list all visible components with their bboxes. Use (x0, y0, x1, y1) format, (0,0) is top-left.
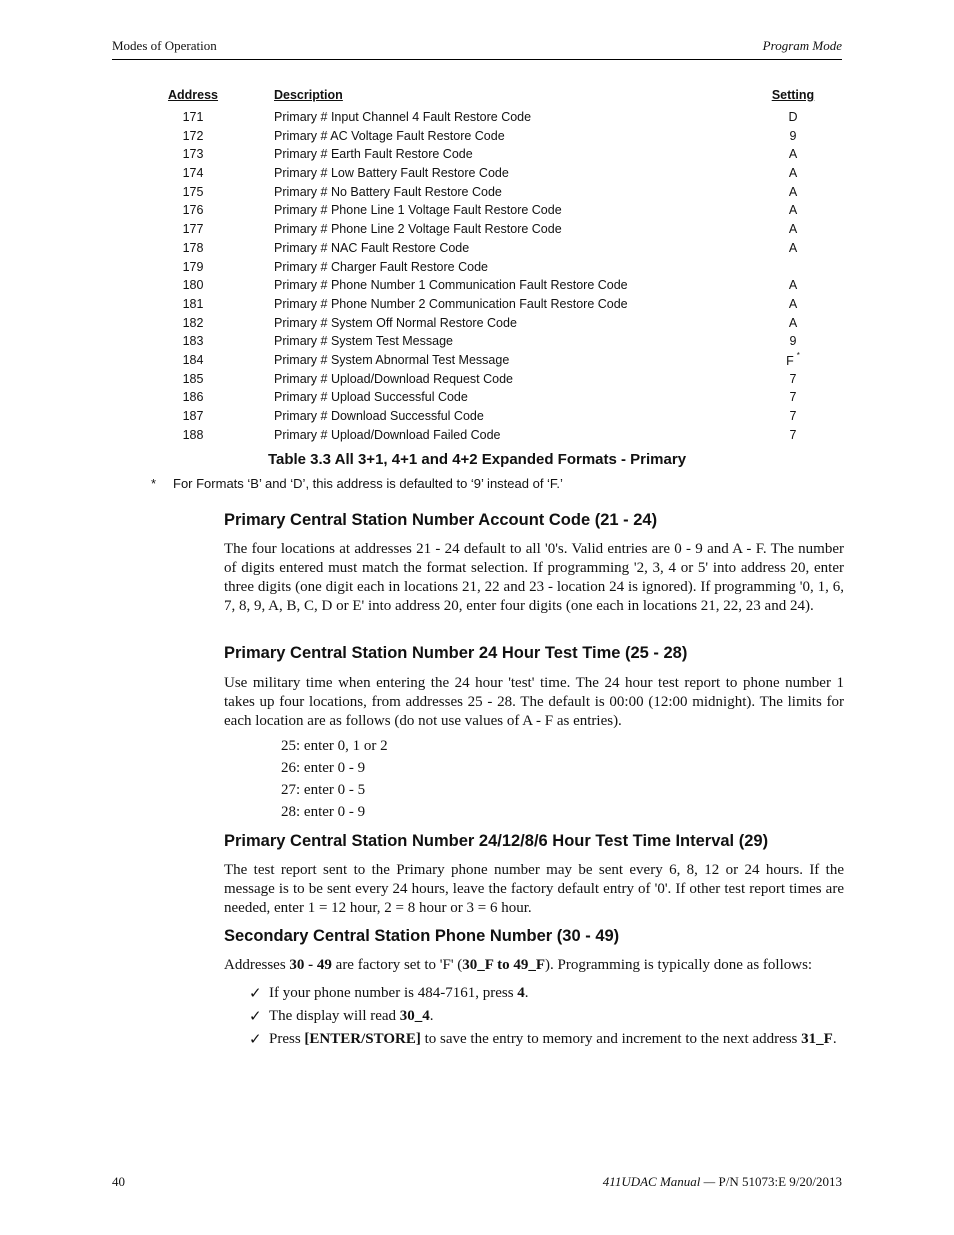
test-time-limits-list (281, 738, 388, 826)
table-body (160, 110, 820, 446)
table-row (160, 203, 820, 222)
cell-setting: A (788, 222, 798, 237)
cell-address: 175 (182, 184, 204, 199)
table-row (160, 316, 820, 335)
cell-setting: 9 (789, 128, 797, 143)
cell-description: Primary # Phone Number 1 Communication Fault Restore Code (274, 278, 628, 293)
section-body-test-interval: The test report sent to the Primary phone number may be sent every 6, 8, 12 or 24 hours. If the message is to be sent every 24 hours, leave the factory default entry of '0'. If other test report times are needed, enter 1 = 12 hour, 2 = 8 hour or 3 = 6 hour. (224, 862, 844, 916)
cell-setting: 9 (789, 334, 797, 349)
cell-description: Primary # AC Voltage Fault Restore Code (274, 128, 505, 143)
cell-address: 172 (182, 128, 204, 143)
table-row (160, 350, 820, 372)
column-header-address: Address (167, 88, 219, 102)
footnote-text: For Formats ‘B’ and ‘D’, this address is defaulted to ‘9’ instead of ‘F.’ (173, 476, 563, 491)
column-header-setting: Setting (771, 88, 815, 102)
cell-description: Primary # Low Battery Fault Restore Code (274, 166, 509, 181)
cell-address: 173 (182, 147, 204, 162)
cell-description: Primary # No Battery Fault Restore Code (274, 184, 502, 199)
programming-step: ✓ If your phone number is 484-7161, press 4. (249, 984, 529, 1002)
header-section-title: Modes of Operation (112, 38, 217, 53)
footnote-mark: * (151, 476, 157, 491)
cell-description: Primary # System Test Message (274, 334, 453, 349)
programming-step: ✓ The display will read 30_4. (249, 1007, 434, 1025)
checkmark-icon: ✓ (249, 984, 262, 1002)
checkmark-icon: ✓ (249, 1030, 262, 1048)
cell-address: 177 (182, 222, 204, 237)
cell-address: 180 (182, 278, 204, 293)
table-row (160, 110, 820, 129)
cell-setting: A (788, 147, 798, 162)
programming-step: ✓ Press [ENTER/STORE] to save the entry to memory and increment to the next address 31_F. (249, 1030, 837, 1048)
limit-item: 25: enter 0, 1 or 2 (281, 738, 388, 754)
cell-setting: D (788, 110, 798, 124)
cell-address: 182 (182, 315, 204, 330)
cell-address: 171 (182, 110, 204, 124)
table-row (160, 334, 820, 353)
column-header-description: Description (274, 88, 343, 102)
table-row (160, 166, 820, 185)
table-row (160, 129, 820, 148)
cell-setting: A (788, 315, 798, 330)
cell-setting: A (788, 240, 798, 255)
cell-setting: A (788, 278, 798, 293)
cell-description: Primary # NAC Fault Restore Code (274, 240, 470, 255)
table-caption: Table 3.3 All 3+1, 4+1 and 4+2 Expanded Formats - Primary (267, 451, 687, 468)
cell-setting: A (788, 296, 798, 311)
cell-address: 185 (182, 371, 204, 386)
limit-item: 28: enter 0 - 9 (281, 804, 366, 820)
section-title-test-interval: Primary Central Station Number 24/12/8/6 Hour Test Time Interval (29) (224, 832, 769, 850)
cell-setting: A (788, 166, 798, 181)
section-body-account-code: The four locations at addresses 21 - 24 default to all '0's. Valid entries are 0 - 9 and A - F. The number of digits entered must match the format selection. If programming '2, 3, 4 or 5' into address 20, enter three digits (one digit each in locations 21, 22 and 23 - location 24 is ignored). If programming '0, 1, 6, 7, 8, 9, A, B, C, D or E' into address 20, enter four digits (one each in locations 21, 22, 23 and 24). (224, 541, 844, 614)
table-row (160, 372, 820, 391)
cell-description: Primary # Charger Fault Restore Code (274, 259, 488, 274)
cell-description: Primary # Phone Line 1 Voltage Fault Restore Code (274, 203, 562, 218)
table-row (160, 409, 820, 428)
cell-description: Primary # Phone Line 2 Voltage Fault Restore Code (274, 222, 562, 237)
limit-item: 26: enter 0 - 9 (281, 760, 366, 776)
cell-description: Primary # System Abnormal Test Message (274, 352, 510, 367)
cell-setting: 7 (789, 390, 797, 405)
cell-address: 186 (182, 390, 204, 405)
table-row (160, 147, 820, 166)
cell-address: 176 (182, 203, 204, 218)
cell-description: Primary # Download Successful Code (274, 409, 484, 423)
cell-address: 184 (182, 352, 204, 367)
cell-setting: A (788, 184, 798, 199)
cell-address: 181 (182, 296, 204, 311)
cell-setting: A (788, 203, 798, 218)
table-row (160, 390, 820, 409)
table-row (160, 428, 820, 447)
section-body-test-time: Use military time when entering the 24 hour 'test' time. The 24 hour test report to phone number 1 takes up four locations, from addresses 25 - 28. The default is 00:00 (12:00 midnight). The limits for each location are as follows (do not use values of A - F as entries). (224, 675, 844, 729)
table-row (160, 260, 820, 279)
checkmark-icon: ✓ (249, 1007, 262, 1025)
section-title-account-code: Primary Central Station Number Account Code (21 - 24) (224, 511, 658, 529)
table-row (160, 278, 820, 297)
cell-address: 183 (182, 334, 204, 349)
settings-table (160, 88, 820, 446)
cell-address: 179 (182, 259, 204, 274)
section-intro-secondary-phone: Addresses 30 - 49 are factory set to 'F' (30_F to 49_F). Programming is typically done as follows: (224, 957, 813, 973)
cell-setting: F * (786, 350, 800, 369)
cell-description: Primary # Input Channel 4 Fault Restore Code (274, 110, 532, 124)
footer-manual-info: 411UDAC Manual — P/N 51073:E 9/20/2013 (602, 1174, 842, 1189)
cell-address: 188 (182, 427, 204, 442)
cell-description: Primary # Upload/Download Failed Code (274, 427, 501, 442)
cell-setting: 7 (789, 371, 797, 386)
table-row (160, 241, 820, 260)
limit-item: 27: enter 0 - 5 (281, 782, 366, 798)
header-chapter-title: Program Mode (762, 38, 842, 53)
footnote-reference: * (796, 350, 800, 360)
cell-description: Primary # Upload Successful Code (274, 390, 468, 405)
cell-address: 174 (182, 166, 204, 181)
table-row (160, 297, 820, 316)
cell-description: Primary # Phone Number 2 Communication Fault Restore Code (274, 296, 628, 311)
cell-setting: 7 (789, 427, 797, 442)
cell-address: 178 (182, 240, 204, 255)
section-title-test-time: Primary Central Station Number 24 Hour Test Time (25 - 28) (224, 644, 688, 662)
table-row (160, 222, 820, 241)
cell-description: Primary # Earth Fault Restore Code (274, 147, 473, 162)
cell-setting: 7 (789, 409, 797, 423)
cell-description: Primary # System Off Normal Restore Code (274, 315, 517, 330)
cell-address: 187 (182, 409, 204, 423)
table-row (160, 185, 820, 204)
cell-description: Primary # Upload/Download Request Code (274, 371, 514, 386)
programming-steps-list (249, 984, 849, 1053)
page-header (112, 38, 842, 60)
section-title-secondary-phone: Secondary Central Station Phone Number (30 - 49) (224, 927, 620, 945)
table-header-row (160, 88, 820, 110)
page-number: 40 (112, 1174, 125, 1189)
